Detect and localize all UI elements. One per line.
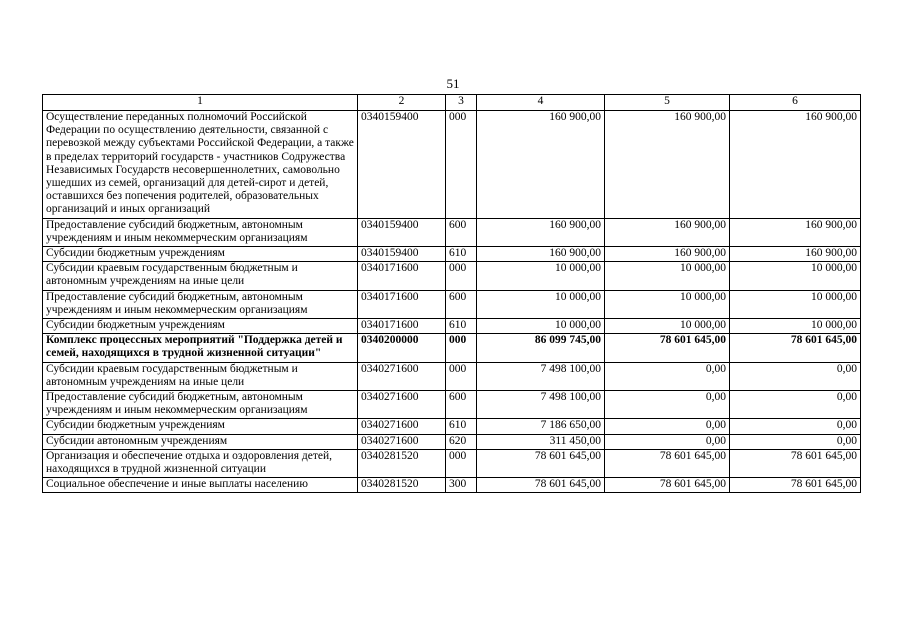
row-type-cell: 600 [446, 391, 477, 419]
row-type-cell: 000 [446, 362, 477, 390]
row-code-cell: 0340281520 [358, 478, 446, 493]
row-value-col6: 0,00 [730, 391, 861, 419]
row-name-cell: Организация и обеспечение отдыха и оздоровления детей, находящихся в трудной жизненной ситуации [43, 449, 358, 477]
row-type-cell: 000 [446, 334, 477, 362]
row-code-cell: 0340271600 [358, 391, 446, 419]
header-cell: 1 [43, 95, 358, 111]
table-row [43, 247, 861, 262]
table-row [43, 319, 861, 334]
row-value-col5: 78 601 645,00 [605, 478, 730, 493]
row-value-col6: 10 000,00 [730, 262, 861, 290]
row-value-col4: 78 601 645,00 [477, 478, 605, 493]
row-value-col6: 160 900,00 [730, 218, 861, 246]
table-row [43, 362, 861, 390]
row-code-cell: 0340159400 [358, 218, 446, 246]
header-cell: 6 [730, 95, 861, 111]
row-name-cell: Предоставление субсидий бюджетным, автономным учреждениям и иным некоммерческим организациям [43, 290, 358, 318]
row-value-col4: 7 186 650,00 [477, 419, 605, 434]
row-value-col6: 78 601 645,00 [730, 449, 861, 477]
row-type-cell: 610 [446, 419, 477, 434]
row-value-col4: 160 900,00 [477, 218, 605, 246]
row-value-col6: 160 900,00 [730, 247, 861, 262]
row-value-col4: 160 900,00 [477, 247, 605, 262]
header-cell: 3 [446, 95, 477, 111]
row-name-cell: Субсидии автономным учреждениям [43, 434, 358, 449]
row-value-col6: 78 601 645,00 [730, 334, 861, 362]
row-value-col4: 10 000,00 [477, 319, 605, 334]
row-value-col5: 0,00 [605, 362, 730, 390]
header-cell: 2 [358, 95, 446, 111]
row-type-cell: 610 [446, 319, 477, 334]
table-row [43, 449, 861, 477]
header-row [43, 95, 861, 111]
row-code-cell: 0340271600 [358, 434, 446, 449]
table-row [43, 334, 861, 362]
row-type-cell: 000 [446, 111, 477, 219]
table-row [43, 391, 861, 419]
row-code-cell: 0340171600 [358, 262, 446, 290]
table-row [43, 218, 861, 246]
row-name-cell: Предоставление субсидий бюджетным, автономным учреждениям и иным некоммерческим организациям [43, 391, 358, 419]
row-code-cell: 0340159400 [358, 111, 446, 219]
row-type-cell: 000 [446, 262, 477, 290]
row-value-col5: 10 000,00 [605, 262, 730, 290]
budget-table [42, 94, 861, 493]
row-value-col4: 10 000,00 [477, 262, 605, 290]
row-type-cell: 300 [446, 478, 477, 493]
row-name-cell: Субсидии бюджетным учреждениям [43, 419, 358, 434]
table-row [43, 478, 861, 493]
row-value-col6: 10 000,00 [730, 290, 861, 318]
row-value-col4: 311 450,00 [477, 434, 605, 449]
row-name-cell: Субсидии краевым государственным бюджетным и автономным учреждениям на иные цели [43, 262, 358, 290]
row-code-cell: 0340281520 [358, 449, 446, 477]
row-code-cell: 0340271600 [358, 362, 446, 390]
table-row [43, 262, 861, 290]
row-value-col5: 78 601 645,00 [605, 334, 730, 362]
row-name-cell: Комплекс процессных мероприятий "Поддержка детей и семей, находящихся в трудной жизненной ситуации" [43, 334, 358, 362]
row-value-col6: 0,00 [730, 362, 861, 390]
row-name-cell: Предоставление субсидий бюджетным, автономным учреждениям и иным некоммерческим организациям [43, 218, 358, 246]
row-code-cell: 0340200000 [358, 334, 446, 362]
table-row [43, 434, 861, 449]
row-type-cell: 600 [446, 290, 477, 318]
row-value-col5: 160 900,00 [605, 247, 730, 262]
page-number: 51 [446, 76, 460, 91]
row-value-col6: 160 900,00 [730, 111, 861, 219]
row-value-col6: 10 000,00 [730, 319, 861, 334]
row-value-col5: 0,00 [605, 391, 730, 419]
table-row [43, 419, 861, 434]
row-type-cell: 620 [446, 434, 477, 449]
row-value-col6: 0,00 [730, 419, 861, 434]
row-value-col6: 78 601 645,00 [730, 478, 861, 493]
row-code-cell: 0340171600 [358, 319, 446, 334]
row-type-cell: 610 [446, 247, 477, 262]
row-value-col6: 0,00 [730, 434, 861, 449]
row-value-col5: 78 601 645,00 [605, 449, 730, 477]
row-value-col5: 10 000,00 [605, 290, 730, 318]
row-value-col4: 160 900,00 [477, 111, 605, 219]
row-value-col4: 7 498 100,00 [477, 362, 605, 390]
table-row [43, 111, 861, 219]
table-row [43, 290, 861, 318]
row-value-col4: 78 601 645,00 [477, 449, 605, 477]
row-name-cell: Социальное обеспечение и иные выплаты населению [43, 478, 358, 493]
row-value-col5: 10 000,00 [605, 319, 730, 334]
row-name-cell: Осуществление переданных полномочий Российской Федерации по осуществлению деятельности, связанной с перевозкой между субъектами Российской Федерации, а также в пределах территорий государств - участников Содружества Независимых Государств несовершеннолетних, самовольно ушедших из семей, организаций для детей-сирот и детей, оставшихся без попечения родителей, образовательных организаций и иных организаций [43, 111, 358, 219]
header-cell: 5 [605, 95, 730, 111]
header-cell: 4 [477, 95, 605, 111]
row-value-col4: 86 099 745,00 [477, 334, 605, 362]
row-code-cell: 0340171600 [358, 290, 446, 318]
row-type-cell: 000 [446, 449, 477, 477]
row-name-cell: Субсидии бюджетным учреждениям [43, 319, 358, 334]
row-name-cell: Субсидии бюджетным учреждениям [43, 247, 358, 262]
row-value-col5: 160 900,00 [605, 111, 730, 219]
row-value-col5: 0,00 [605, 434, 730, 449]
row-type-cell: 600 [446, 218, 477, 246]
row-value-col5: 160 900,00 [605, 218, 730, 246]
row-value-col4: 7 498 100,00 [477, 391, 605, 419]
row-code-cell: 0340271600 [358, 419, 446, 434]
row-code-cell: 0340159400 [358, 247, 446, 262]
row-name-cell: Субсидии краевым государственным бюджетным и автономным учреждениям на иные цели [43, 362, 358, 390]
row-value-col5: 0,00 [605, 419, 730, 434]
row-value-col4: 10 000,00 [477, 290, 605, 318]
